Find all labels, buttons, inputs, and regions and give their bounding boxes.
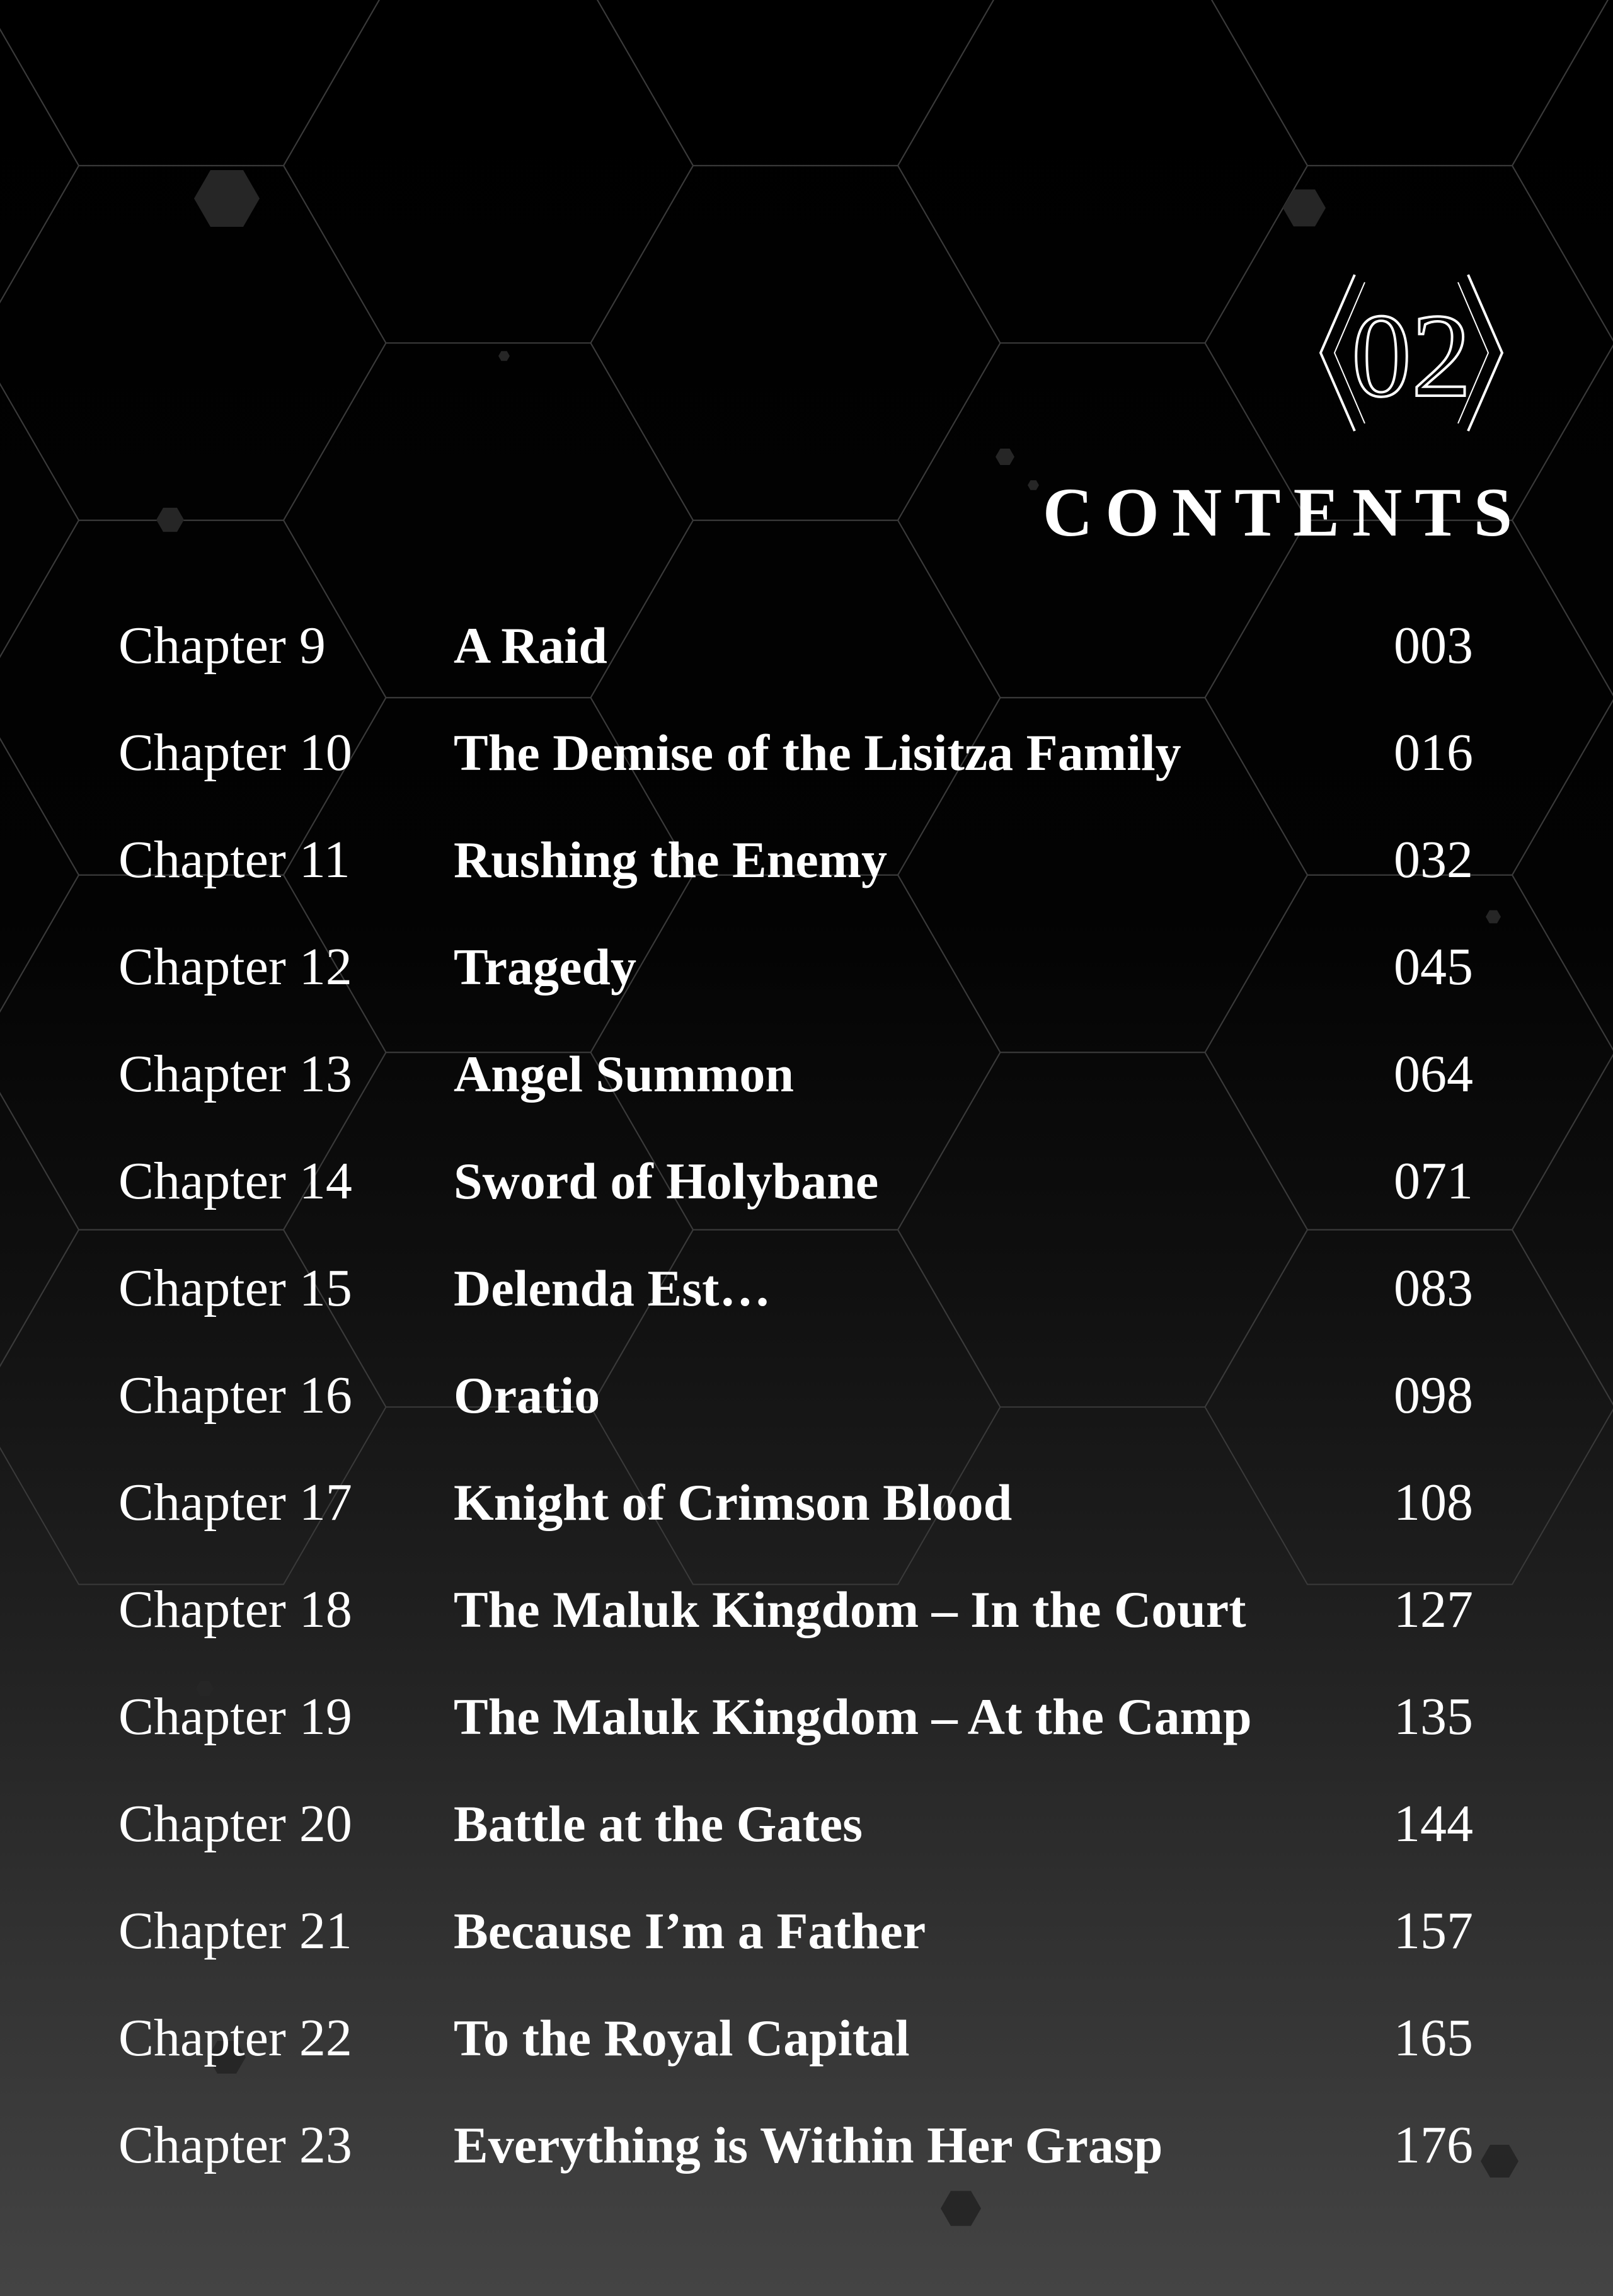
- page-number: 032: [1394, 830, 1473, 889]
- chapter-number: Chapter 13: [118, 1045, 352, 1103]
- chapter-title: The Maluk Kingdom – In the Court: [454, 1581, 1246, 1638]
- chapter-title: Battle at the Gates: [454, 1795, 863, 1852]
- toc-entry-chapter-18[interactable]: [0, 1559, 1613, 1667]
- toc-entry-chapter-14[interactable]: [0, 1131, 1613, 1238]
- page-number: 064: [1394, 1045, 1473, 1103]
- toc-entry-chapter-11[interactable]: [0, 810, 1613, 917]
- page-number: 165: [1394, 2009, 1473, 2067]
- toc-entry-chapter-16[interactable]: [0, 1345, 1613, 1452]
- chapter-title: To the Royal Capital: [454, 2009, 910, 2067]
- chapter-title: Sword of Holybane: [454, 1152, 879, 1210]
- chapter-title: Oratio: [454, 1367, 600, 1424]
- toc-entry-chapter-23[interactable]: [0, 2095, 1613, 2202]
- page-number: 083: [1394, 1259, 1473, 1317]
- chapter-number: Chapter 20: [118, 1794, 352, 1853]
- volume-number: 02: [1352, 290, 1471, 422]
- page-number: 003: [1394, 616, 1473, 675]
- chapter-number: Chapter 9: [118, 616, 326, 675]
- chapter-number: Chapter 18: [118, 1580, 352, 1639]
- chapter-number: Chapter 17: [118, 1473, 352, 1532]
- chapter-number: Chapter 22: [118, 2009, 352, 2067]
- chapter-title: Everything is Within Her Grasp: [454, 2116, 1163, 2174]
- page-number: 016: [1394, 723, 1473, 782]
- page-number: 071: [1394, 1152, 1473, 1210]
- chapter-number: Chapter 23: [118, 2116, 352, 2174]
- page-number: 098: [1394, 1366, 1473, 1425]
- page-number: 108: [1394, 1473, 1473, 1532]
- chapter-title: Rushing the Enemy: [454, 831, 888, 888]
- page-number: 144: [1394, 1794, 1473, 1853]
- chapter-title: The Maluk Kingdom – At the Camp: [454, 1688, 1252, 1745]
- chapter-title: A Raid: [454, 617, 607, 674]
- toc-entry-chapter-22[interactable]: [0, 1988, 1613, 2095]
- chapter-title: Knight of Crimson Blood: [454, 1474, 1013, 1531]
- chapter-title: The Demise of the Lisitza Family: [454, 724, 1181, 781]
- page-number: 045: [1394, 938, 1473, 996]
- page-number: 176: [1394, 2116, 1473, 2174]
- chapter-number: Chapter 21: [118, 1902, 352, 1960]
- chapter-title: Because I’m a Father: [454, 1902, 926, 1960]
- toc-entry-chapter-12[interactable]: [0, 917, 1613, 1024]
- chapter-number: Chapter 15: [118, 1259, 352, 1317]
- page-number: 157: [1394, 1902, 1473, 1960]
- contents-heading: CONTENTS: [1042, 474, 1525, 551]
- chapter-number: Chapter 16: [118, 1366, 352, 1425]
- chapter-number: Chapter 11: [118, 830, 350, 889]
- toc-entry-chapter-9[interactable]: [0, 595, 1613, 703]
- page-number: 135: [1394, 1687, 1473, 1746]
- toc-entry-chapter-10[interactable]: [0, 703, 1613, 810]
- page-number: 127: [1394, 1580, 1473, 1639]
- chapter-title: Delenda Est…: [454, 1260, 771, 1317]
- toc-entry-chapter-19[interactable]: [0, 1667, 1613, 1774]
- chapter-title: Angel Summon: [454, 1045, 794, 1103]
- toc-entry-chapter-21[interactable]: [0, 1881, 1613, 1988]
- toc-entry-chapter-17[interactable]: [0, 1452, 1613, 1559]
- toc-entry-chapter-20[interactable]: [0, 1774, 1613, 1881]
- chapter-number: Chapter 19: [118, 1687, 352, 1746]
- toc-entry-chapter-15[interactable]: [0, 1238, 1613, 1345]
- toc-entry-chapter-13[interactable]: [0, 1024, 1613, 1131]
- chapter-number: Chapter 14: [118, 1152, 352, 1210]
- chapter-title: Tragedy: [454, 938, 637, 996]
- chapter-number: Chapter 12: [118, 938, 352, 996]
- chapter-number: Chapter 10: [118, 723, 352, 782]
